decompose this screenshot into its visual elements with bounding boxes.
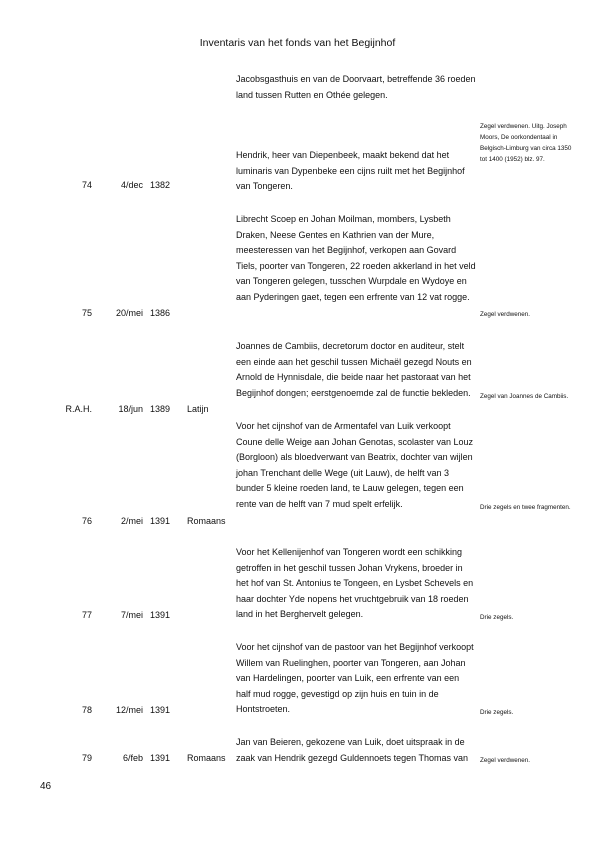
entry-language: Latijn xyxy=(187,404,209,414)
entry-description: Librecht Scoep en Johan Moilman, mombers, Lysbeth Draken, Neese Gentes en Kathrien van der Mure, meesteressen van het Begijnhof, verkopen aan Govard Tiels, poorter van Tongeren, 22 roeden akkerland in het veld van Tongeren gelegen, tusschen Wurpdale en Wydoye en aan Pyderingen gaet, tegen een erfrente van 12 vat rogge. xyxy=(236,214,476,302)
entry-note: Zegel verdwenen. xyxy=(480,757,531,764)
entry-number: 76 xyxy=(81,516,92,526)
page-header: Inventaris van het fonds van het Begijnhof xyxy=(199,37,396,49)
entry-number: 77 xyxy=(81,610,92,620)
entry-description: Voor het cijnshof van de pastoor van het Begijnhof verkoopt Willem van Ruelinghen, poorter van Tongeren, aan Johan van Hardelingen, poorter van Luik, een erfrente van een half mud rogge, gevestigd op zijn huis en tuin in de Hontstroeten. xyxy=(236,642,474,714)
entry-number: 78 xyxy=(81,705,92,715)
entry-description: Jacobsgasthuis en van de Doorvaart, betreffende 36 roeden land tussen Rutten en Othée gelegen. xyxy=(236,74,476,100)
entry-language: Romaans xyxy=(187,516,226,526)
entry-number: R.A.H. xyxy=(65,404,92,414)
entry-date: 20/mei xyxy=(115,308,143,318)
entry-year: 1386 xyxy=(150,308,171,318)
entry-description: Hendrik, heer van Diepenbeek, maakt bekend dat het luminaris van Dypenbeke een cijns ruilt met het Begijnhof van Tongeren. xyxy=(236,150,465,191)
entry-description: Voor het Kellenijenhof van Tongeren wordt een schikking getroffen in het geschil tussen Johan Vrykens, broeder in het hof van St. Antonius te Tongeen, en Lysbet Schevels en haar dochter Yde nopens het vruchtgebruik van 18 roeden land in het Berghervelt gelegen. xyxy=(236,547,474,619)
entry-number: 75 xyxy=(81,308,92,318)
entry-date: 18/jun xyxy=(118,404,143,414)
entry-date: 6/feb xyxy=(122,753,143,763)
entry-year: 1389 xyxy=(150,404,171,414)
entry-number: 74 xyxy=(81,180,92,190)
entry-year: 1382 xyxy=(150,180,171,190)
entry-date: 4/dec xyxy=(120,180,143,190)
entry-date: 2/mei xyxy=(120,516,143,526)
entry-year: 1391 xyxy=(150,705,171,715)
entry-date: 7/mei xyxy=(120,610,143,620)
entry-note: Drie zegels. xyxy=(480,614,514,621)
entry-description: Joannes de Cambiis, decretorum doctor en auditeur, stelt een einde aan het geschil tussen Michaël gezegd Nouts en Arnold de Hynnisdale, die beide naar het pastoraat van het Begijnhof dongen; eerstgenoemde zal de functie bekleden. xyxy=(236,341,472,398)
entry-year: 1391 xyxy=(150,753,171,763)
entry-note: Drie zegels. xyxy=(480,709,514,716)
entry-note: Zegel van Joannes de Cambiis. xyxy=(480,393,569,400)
entry-note: Zegel verdwenen. xyxy=(480,311,531,318)
page-number: 46 xyxy=(40,781,52,792)
entry-year: 1391 xyxy=(150,610,171,620)
entry-date: 12/mei xyxy=(115,705,143,715)
entry-description: Jan van Beieren, gekozene van Luik, doet uitspraak in de zaak van Hendrik gezegd Guldennoets tegen Thomas van xyxy=(236,737,468,763)
entry-description: Voor het cijnshof van de Armentafel van Luik verkoopt Coune delle Weige aan Johan Genotas, scolaster van Louz (Borgloon) als bloedverwant van Beatrix, dochter van wijlen johan Trenchant delle Wege (uit Lauw), de helft van 3 bunder 5 kleine roeden land, te Lauw gelegen, tegen een rente van de helft van 7 mud spelt erfelijk. xyxy=(236,421,473,509)
entry-language: Romaans xyxy=(187,753,226,763)
entry-year: 1391 xyxy=(150,516,171,526)
entry-note: Drie zegels en twee fragmenten. xyxy=(480,504,571,511)
entry-note: Zegel verdwenen. Uitg. Joseph Moors, De oorkondentaal in Belgisch-Limburg van circa 1350 tot 1400 (1952) blz. 97. xyxy=(480,123,572,163)
entry-number: 79 xyxy=(81,753,92,763)
